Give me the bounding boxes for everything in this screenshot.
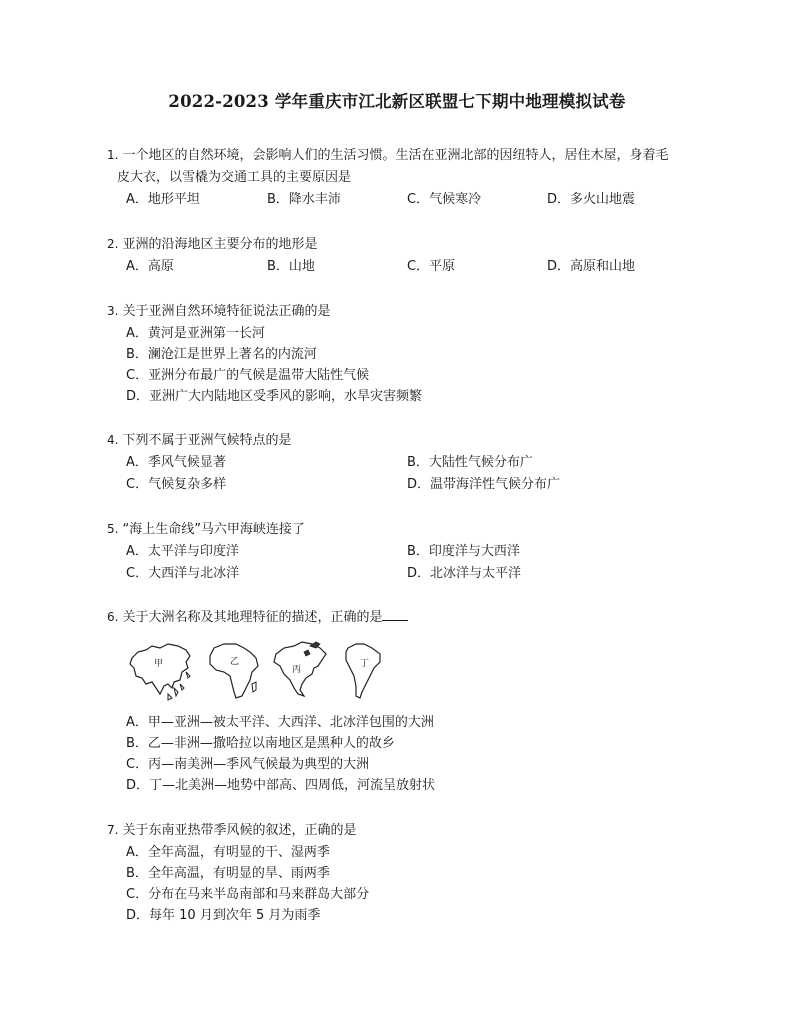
option-d: D．亚洲广大内陆地区受季风的影响，水旱灾害频繁 [126,389,423,404]
question-1-options [107,189,712,211]
map-label-jia: 甲 [154,659,164,669]
option-d: D．北冰洋与太平洋 [407,566,522,581]
option-b: B．乙—非洲—撒哈拉以南地区是黑种人的故乡 [126,736,395,751]
continent-outline-maps [128,638,388,704]
option-c: C．大西洋与北冰洋 [126,566,240,581]
question-6-stem [107,606,712,629]
option-a: A．地形平坦 [126,192,200,207]
map-asia-jia [128,638,194,702]
question-number: 7. [107,823,119,837]
question-6 [107,606,712,629]
africa-outline-icon [206,638,262,702]
option-c: C．气候寒冷 [407,192,482,207]
map-north-america-bing [270,638,330,702]
option-b: B．全年高温，有明显的旱、雨两季 [126,866,330,881]
question-7-stem-text: 关于东南亚热带季风候的叙述，正确的是 [122,823,357,838]
question-5-stem [107,518,712,541]
option-d: D．多火山地震 [547,192,636,207]
question-5 [107,518,712,585]
option-c: C．分布在马来半岛南部和马来群岛大部分 [126,887,370,902]
question-number: 4. [107,433,119,447]
question-number: 1. [107,148,119,162]
option-c: C．平原 [407,259,456,274]
question-2-stem-text: 亚洲的沿海地区主要分布的地形是 [122,237,318,252]
asia-outline-icon [128,638,194,702]
question-2-options [107,256,712,278]
question-number: 6. [107,610,119,624]
question-1 [107,144,712,211]
question-4 [107,429,712,496]
option-a: A．甲—亚洲—被太平洋、大西洋、北冰洋包围的大洲 [126,715,434,730]
option-b: B．澜沧江是世界上著名的内流河 [126,347,317,362]
option-d: D．每年 10 月到次年 5 月为雨季 [126,908,321,923]
question-1-stem-line2: 皮大衣，以雪橇为交通工具的主要原因是 [117,170,352,185]
question-1-stem-line1: 一个地区的自然环境，会影响人们的生活习惯。生活在亚洲北部的因纽特人，居住木屋，身着毛 [122,148,669,163]
question-4-options-row2 [107,474,712,496]
question-5-options-row1 [107,541,712,563]
option-b: B．印度洋与大西洋 [407,544,520,559]
option-d: D．丁—北美洲—地势中部高、四周低，河流呈放射状 [126,778,436,793]
question-7 [107,819,712,926]
question-5-stem-text: “海上生命线”马六甲海峡连接了 [122,522,305,537]
question-5-options-row2 [107,563,712,585]
answer-blank [382,606,408,621]
question-6-stem-text: 关于大洲名称及其地理特征的描述，正确的是 [122,610,383,625]
question-number: 2. [107,237,119,251]
option-a: A．高原 [126,259,174,274]
exam-title: 2022-2023 学年重庆市江北新区联盟七下期中地理模拟试卷 [168,92,626,111]
question-6-options [107,712,712,796]
question-4-stem [107,429,712,452]
option-b: B．山地 [267,259,315,274]
option-a: A．太平洋与印度洋 [126,544,239,559]
option-a: A．季风气候显著 [126,455,226,470]
option-a: A．全年高温，有明显的干、湿两季 [126,845,330,860]
option-c: C．亚洲分布最广的气候是温带大陆性气候 [126,368,370,383]
option-b: B．降水丰沛 [267,192,341,207]
question-1-stem [107,144,712,167]
option-c: C．气候复杂多样 [126,477,227,492]
option-c: C．丙—南美洲—季风气候最为典型的大洲 [126,757,370,772]
question-4-options-row1 [107,452,712,474]
map-south-america-ding [342,638,384,702]
question-3-stem-text: 关于亚洲自然环境特征说法正确的是 [122,304,331,319]
question-number: 5. [107,522,119,536]
question-3-stem [107,300,712,323]
option-a: A．黄河是亚洲第一长河 [126,326,265,341]
option-d: D．温带海洋性气候分布广 [407,477,561,492]
map-label-bing: 丙 [292,665,302,675]
south-america-outline-icon [342,638,384,702]
option-b: B．大陆性气候分布广 [407,455,533,470]
question-7-stem [107,819,712,842]
question-2-stem [107,233,712,256]
map-label-ding: 丁 [360,659,370,669]
question-2 [107,233,712,278]
question-number: 3. [107,304,119,318]
option-d: D．高原和山地 [547,259,636,274]
question-4-stem-text: 下列不属于亚洲气候特点的是 [122,433,292,448]
map-africa-yi [206,638,262,702]
question-3 [107,300,712,407]
map-label-yi: 乙 [230,657,240,667]
